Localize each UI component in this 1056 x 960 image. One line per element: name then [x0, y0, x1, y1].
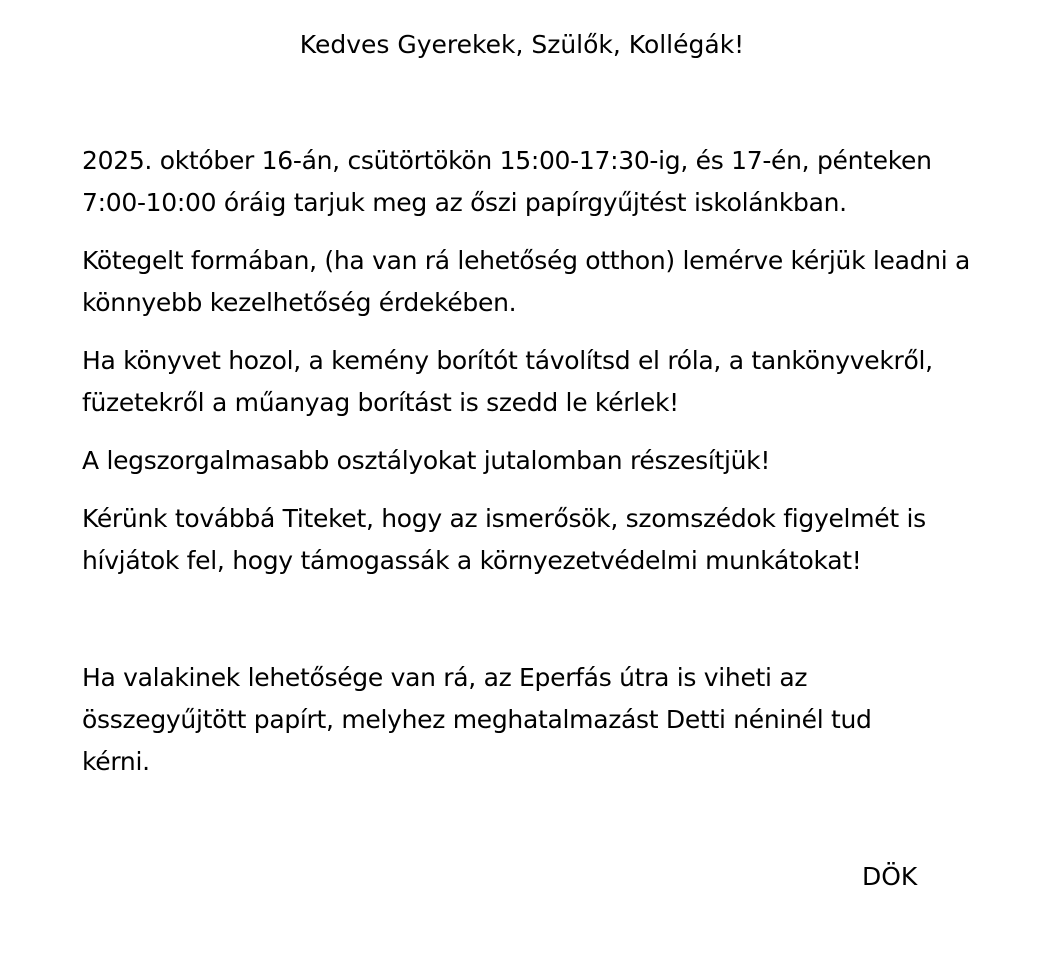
- paragraph-reward: A legszorgalmasabb osztályokat jutalomban részesítjük!: [82, 446, 771, 475]
- signature: DÖK: [862, 862, 918, 891]
- paragraph-eperfas: Ha valakinek lehetősége van rá, az Eperfás útra is viheti az összegyűjtött papírt, melyhez meghatalmazást Detti néninél tud kérni.: [82, 663, 872, 776]
- paragraph-neighbors: Kérünk továbbá Titeket, hogy az ismerősök, szomszédok figyelmét is hívjátok fel, hogy támogassák a környezetvédelmi munkátokat!: [82, 504, 926, 575]
- paragraph-bundling: Kötegelt formában, (ha van rá lehetőség otthon) lemérve kérjük leadni a könnyebb kezelhetőség érdekében.: [82, 246, 971, 317]
- paragraph-book-covers: Ha könyvet hozol, a kemény borítót távolítsd el róla, a tankönyvekről, füzetekről a műanyag borítást is szedd le kérlek!: [82, 346, 933, 417]
- paragraph-dates: 2025. október 16-án, csütörtökön 15:00-17:30-ig, és 17-én, pénteken 7:00-10:00 óráig tarjuk meg az őszi papírgyűjtést iskolánkban.: [82, 146, 932, 217]
- greeting-heading: Kedves Gyerekek, Szülők, Kollégák!: [299, 30, 745, 59]
